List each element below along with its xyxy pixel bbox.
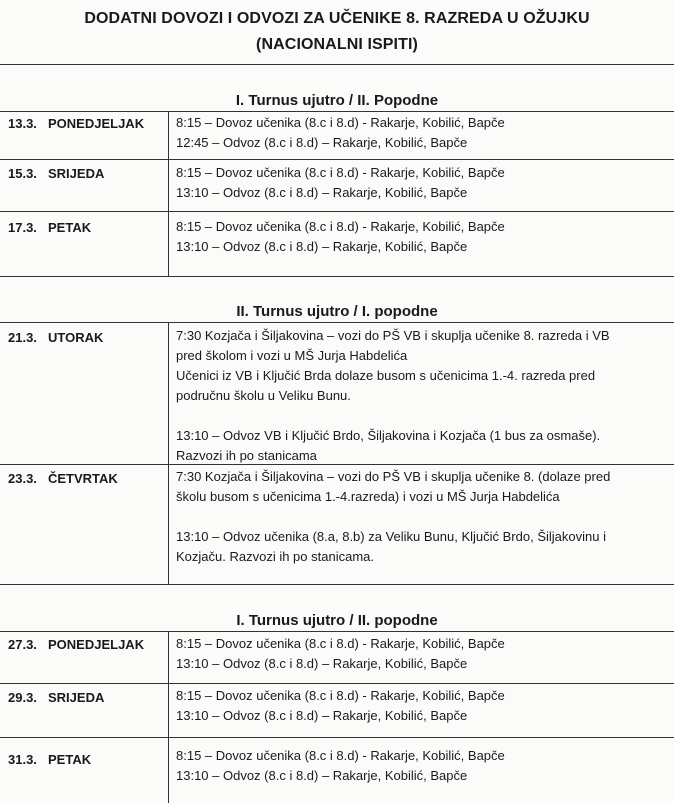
schedule-line: 8:15 – Dovoz učenika (8.c i 8.d) - Rakarje, Kobilić, Bapče [176,165,505,180]
schedule-date: 27.3. PONEDJELJAK [8,637,145,652]
schedule-date: 17.3. PETAK [8,220,92,235]
schedule-description [176,634,505,674]
row-divider [0,683,674,684]
schedule-line: Razvozi ih po stanicama [176,448,317,463]
section-2-column-divider [168,322,169,584]
section-2-heading: II. Turnus ujutro / I. popodne [236,303,438,320]
schedule-description [176,467,610,567]
schedule-line: 13:10 – Odvoz učenika (8.a, 8.b) za Veliku Bunu, Ključić Brdo, Šiljakovinu i [176,529,606,544]
section-1-heading: I. Turnus ujutro / II. Popodne [235,92,439,109]
schedule-date: 15.3. SRIJEDA [8,166,105,181]
document-title: DODATNI DOVOZI I ODVOZI ZA UČENIKE 8. RAZREDA U OŽUJKU [84,10,590,27]
schedule-line: 13:10 – Odvoz (8.c i 8.d) – Rakarje, Kobilić, Bapče [176,185,468,200]
schedule-date: 29.3. SRIJEDA [8,690,105,705]
row-divider [0,464,674,465]
schedule-line: 13:10 – Odvoz (8.c i 8.d) – Rakarje, Kobilić, Bapče [176,239,468,254]
schedule-line: 13:10 – Odvoz (8.c i 8.d) – Rakarje, Kobilić, Bapče [176,768,468,783]
schedule-line: 7:30 Kozjača i Šiljakovina – vozi do PŠ VB i skuplja učenike 8. razreda i VB [176,328,610,343]
row-divider [0,211,674,212]
schedule-description [176,163,505,203]
schedule-line: 8:15 – Dovoz učenika (8.c i 8.d) - Rakarje, Kobilić, Bapče [176,636,505,651]
row-divider [0,159,674,160]
section-1-bottom-border [0,276,674,277]
row-divider [0,737,674,738]
section-2-bottom-border [0,584,674,585]
schedule-line: 8:15 – Dovoz učenika (8.c i 8.d) - Rakarje, Kobilić, Bapče [176,688,505,703]
schedule-line: Kozjaču. Razvozi ih po stanicama. [176,549,374,564]
section-2-top-border [0,322,674,323]
section-1-column-divider [168,111,169,276]
schedule-date: 31.3. PETAK [8,752,92,767]
schedule-line: 13:10 – Odvoz (8.c i 8.d) – Rakarje, Kobilić, Bapče [176,708,468,723]
schedule-line: školu busom s učenicima 1.-4.razreda) i vozi u MŠ Jurja Habdelića [176,489,560,504]
schedule-line: 7:30 Kozjača i Šiljakovina – vozi do PŠ VB i skuplja učenike 8. (dolaze pred [176,469,611,484]
document-subtitle: (NACIONALNI ISPITI) [256,36,418,53]
schedule-description [176,686,505,726]
schedule-description [176,113,505,153]
schedule-date: 23.3. ČETVRTAK [8,471,118,486]
schedule-line: 8:15 – Dovoz učenika (8.c i 8.d) - Rakarje, Kobilić, Bapče [176,219,505,234]
schedule-line: 8:15 – Dovoz učenika (8.c i 8.d) - Rakarje, Kobilić, Bapče [176,115,505,130]
section-3-column-divider [168,631,169,803]
section-1-top-border [0,111,674,112]
schedule-date: 21.3. UTORAK [8,330,104,345]
schedule-description [176,746,505,786]
title-divider [0,64,674,65]
schedule-line: pred školom i vozi u MŠ Jurja Habdelića [176,348,408,363]
section-3-heading: I. Turnus ujutro / II. popodne [236,612,438,629]
schedule-line: 13:10 – Odvoz (8.c i 8.d) – Rakarje, Kobilić, Bapče [176,656,468,671]
section-3-top-border [0,631,674,632]
schedule-line: 12:45 – Odvoz (8.c i 8.d) – Rakarje, Kobilić, Bapče [176,135,468,150]
schedule-line: 8:15 – Dovoz učenika (8.c i 8.d) - Rakarje, Kobilić, Bapče [176,748,505,763]
schedule-line [176,507,610,527]
schedule-description [176,217,505,257]
schedule-line [176,406,610,426]
schedule-line: 13:10 – Odvoz VB i Ključić Brdo, Šiljakovina i Kozjača (1 bus za osmaše). [176,428,601,443]
schedule-description [176,326,610,466]
schedule-line: Učenici iz VB i Ključić Brda dolaze busom s učenicima 1.-4. razreda pred [176,368,596,383]
schedule-date: 13.3. PONEDJELJAK [8,116,145,131]
schedule-line: područnu školu u Veliku Bunu. [176,388,351,403]
